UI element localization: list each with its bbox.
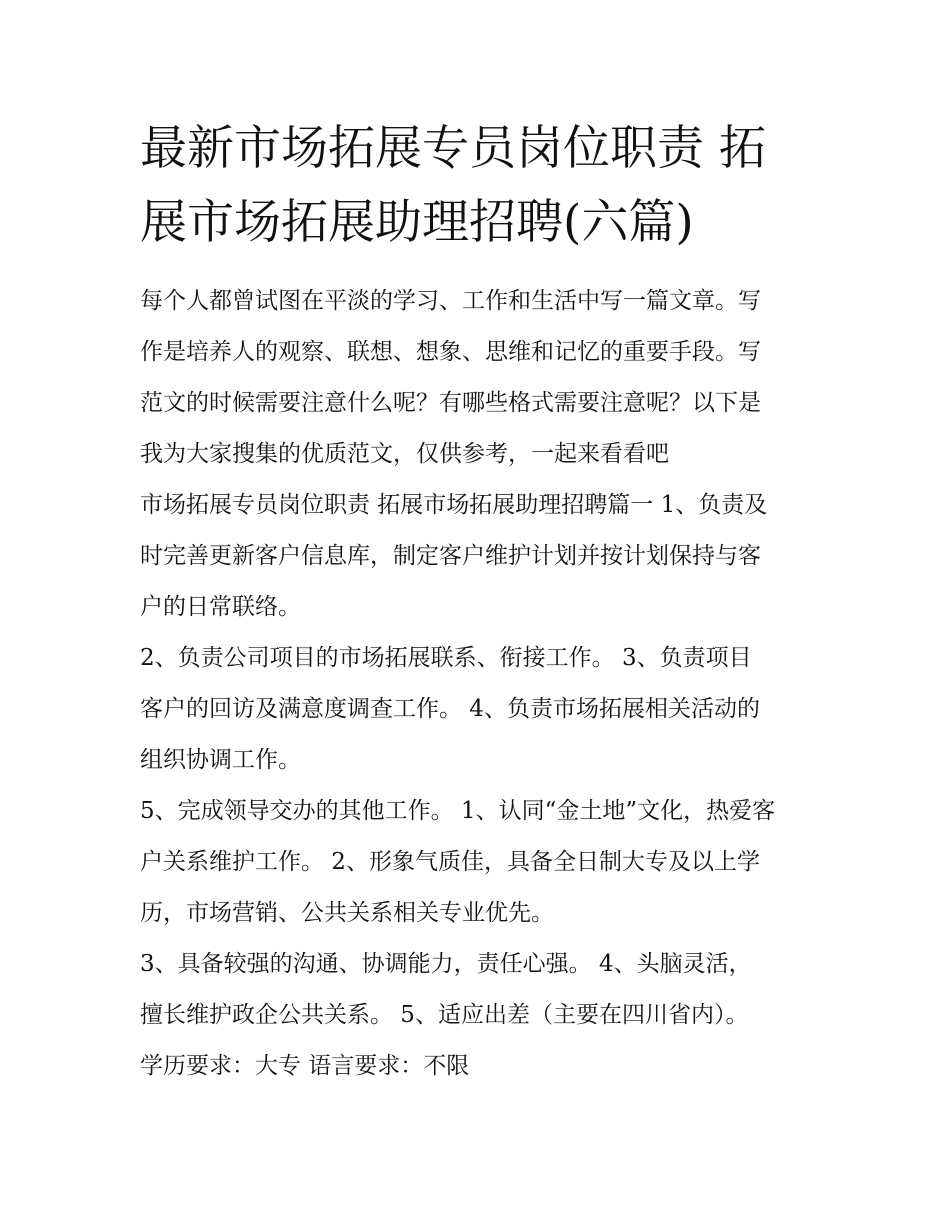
body-line: 3、具备较强的沟通、协调能力，责任心强。 4、头脑灵活， xyxy=(140,951,752,977)
body-line: 范文的时候需要注意什么呢？有哪些格式需要注意呢？以下是 xyxy=(140,390,761,416)
body-line: 擅长维护政企公共关系。 5、适应出差（主要在四川省内）。 xyxy=(140,1002,749,1028)
title-line-2: 展市场拓展助理招聘(六篇) xyxy=(140,195,694,250)
body-line: 组织协调工作。 xyxy=(140,747,301,773)
body-line: 时完善更新客户信息库，制定客户维护计划并按计划保持与客 xyxy=(140,543,761,569)
body-line: 户关系维护工作。 2、形象气质佳，具备全日制大专及以上学 xyxy=(140,849,760,875)
body-line: 每个人都曾试图在平淡的学习、工作和生活中写一篇文章。写 xyxy=(140,288,761,314)
body-line: 作是培养人的观察、联想、想象、思维和记忆的重要手段。写 xyxy=(140,339,761,365)
title-line-1: 最新市场拓展专员岗位职责 拓 xyxy=(140,121,766,176)
body-line: 市场拓展专员岗位职责 拓展市场拓展助理招聘篇一 1、负责及 xyxy=(140,492,768,518)
body-line: 户的日常联络。 xyxy=(140,594,301,620)
body-line: 2、负责公司项目的市场拓展联系、衔接工作。 3、负责项目 xyxy=(140,645,752,671)
body-line: 我为大家搜集的优质范文，仅供参考，一起来看看吧 xyxy=(140,441,669,467)
document-page xyxy=(140,112,812,1092)
body-line: 5、完成领导交办的其他工作。 1、认同“金土地”文化，热爱客 xyxy=(140,798,776,824)
document-title xyxy=(140,112,812,260)
body-line: 学历要求：大专 语言要求：不限 xyxy=(140,1053,470,1079)
document-body xyxy=(140,276,812,1092)
body-line: 客户的回访及满意度调查工作。 4、负责市场拓展相关活动的 xyxy=(140,696,760,722)
body-line: 历，市场营销、公共关系相关专业优先。 xyxy=(140,900,554,926)
